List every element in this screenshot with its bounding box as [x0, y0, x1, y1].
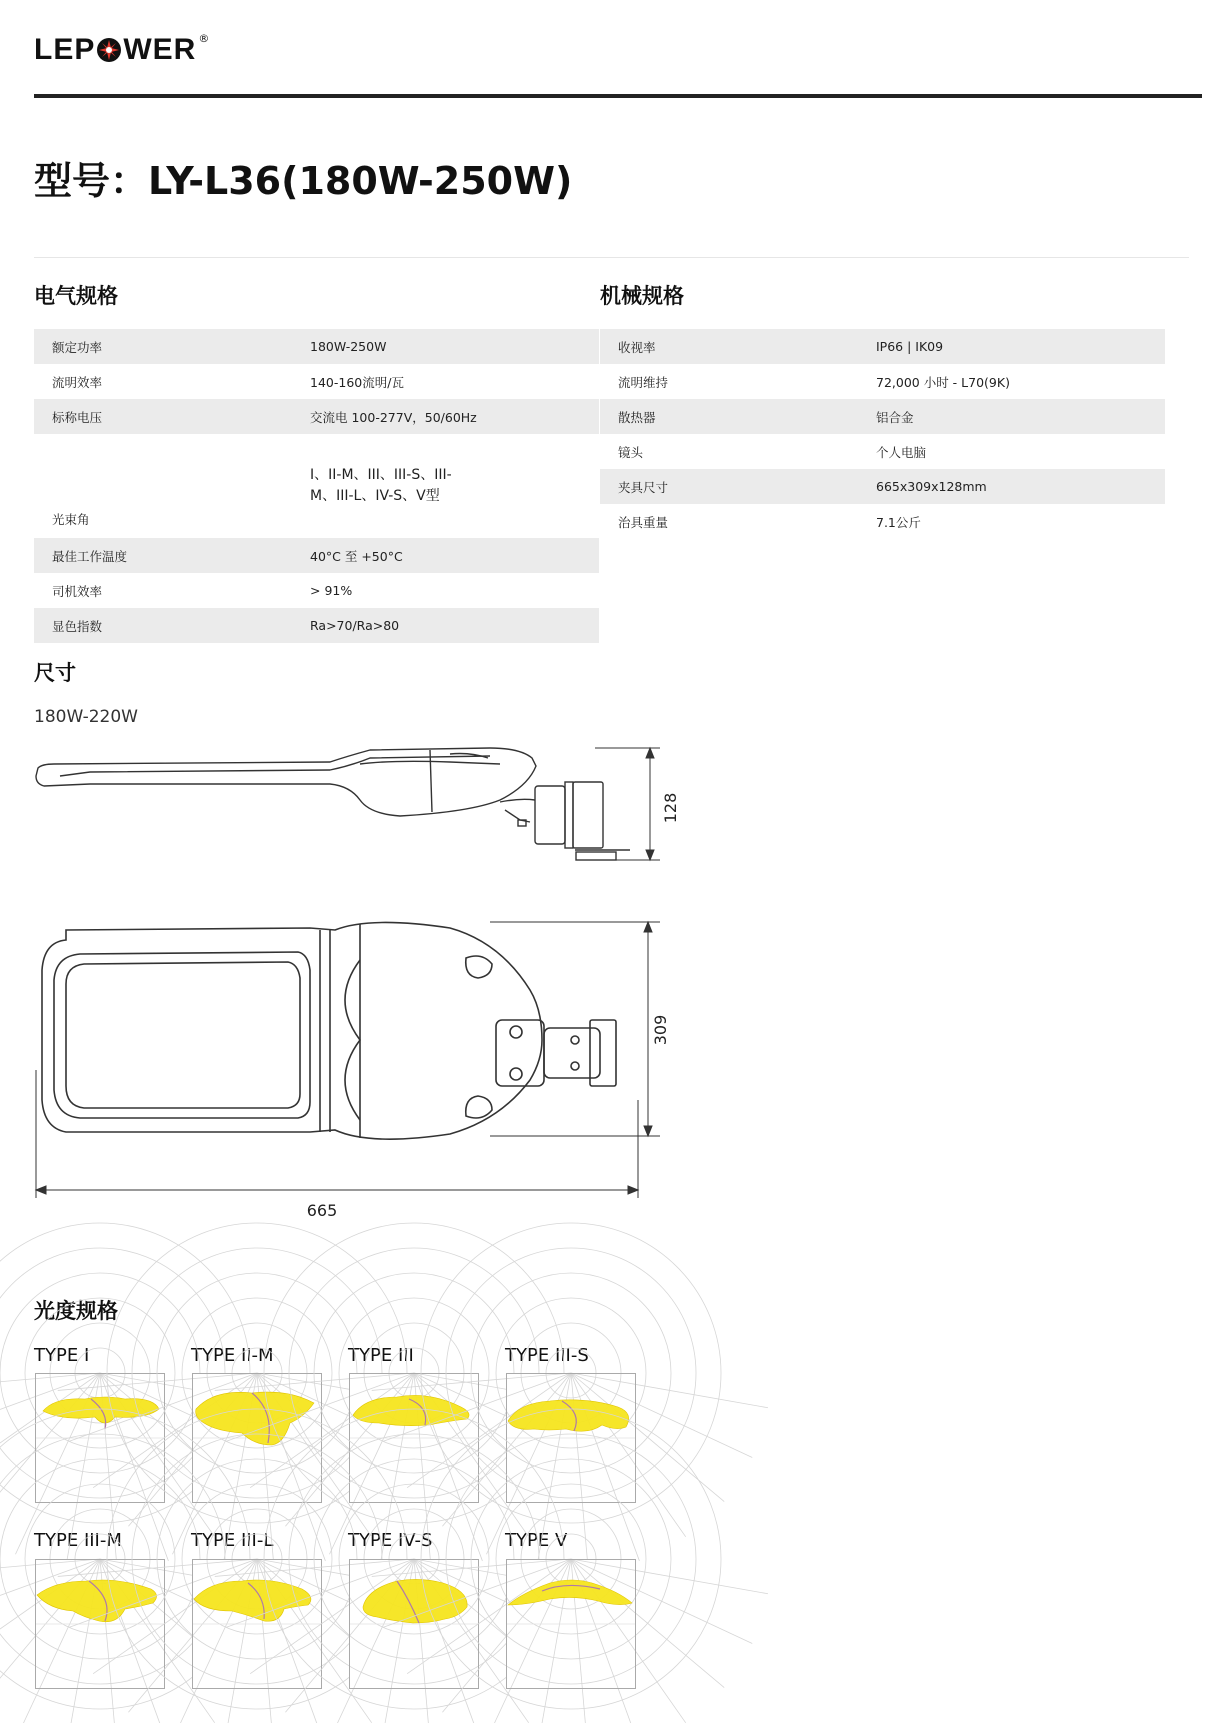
header-divider: [34, 94, 1202, 98]
table-row: [34, 608, 599, 643]
electrical-spec-table: [34, 329, 599, 643]
type-label: TYPE III-M: [34, 1530, 122, 1551]
logo-text-right: WER: [123, 33, 197, 66]
height-dimension-label: 128: [661, 792, 680, 824]
type-label: TYPE V: [505, 1530, 568, 1551]
spec-label: 夹具尺寸: [600, 469, 858, 504]
type-label: TYPE II-M: [191, 1345, 274, 1366]
table-row: [600, 469, 1165, 504]
side-view-drawing: [30, 740, 680, 870]
table-row: [600, 364, 1165, 399]
type-label: TYPE III: [348, 1345, 414, 1366]
table-row: [600, 434, 1165, 469]
polar-diagram-type-iii: [349, 1373, 479, 1507]
top-view-drawing: [30, 920, 670, 1220]
spec-value: 665x309x128mm: [858, 469, 1165, 504]
spec-value: 个人电脑: [876, 444, 927, 460]
spec-label: 标称电压: [34, 399, 292, 434]
logo-text-left: LEP: [34, 33, 96, 66]
polar-diagram-type-iii-s: [506, 1373, 636, 1507]
spec-label: 流明维持: [618, 374, 669, 390]
logo-registered-mark: ®: [198, 31, 210, 45]
spec-value: 7.1公斤: [876, 514, 921, 530]
table-row: [34, 329, 599, 364]
spec-value: Ra>70/Ra>80: [292, 608, 599, 643]
spec-label: 散热器: [600, 399, 858, 434]
spec-label: 流明效率: [52, 374, 103, 390]
mechanical-spec-table: [600, 329, 1165, 539]
spec-value: 140-160流明/瓦: [310, 374, 404, 390]
polar-diagram-type-iv-s: [349, 1559, 479, 1693]
table-row: [34, 364, 599, 399]
table-row: [34, 573, 599, 608]
spec-label: 镜头: [618, 444, 644, 460]
spec-value: > 91%: [310, 583, 353, 598]
page-title: 型号：LY-L36(180W-250W): [34, 159, 573, 203]
type-label: TYPE III-L: [191, 1530, 274, 1551]
length-dimension-label: 665: [306, 1201, 338, 1220]
table-row: [600, 504, 1165, 539]
spec-value-cell: [292, 434, 599, 538]
spec-value: 交流电 100-277V，50/60Hz: [292, 399, 599, 434]
dimensions-heading: 尺寸: [34, 661, 76, 685]
type-label: TYPE IV-S: [348, 1530, 433, 1551]
type-label: TYPE III-S: [505, 1345, 589, 1366]
spec-value: 72,000 小时 - L70(9K): [876, 374, 1010, 390]
table-row: [34, 399, 599, 434]
spec-label: 显色指数: [34, 608, 292, 643]
polar-diagram-type-iii-l: [192, 1559, 322, 1693]
polar-diagram-type-i: [35, 1373, 165, 1507]
type-label: TYPE I: [34, 1345, 90, 1366]
spec-value: IP66 | IK09: [858, 329, 1165, 364]
spec-label: 治具重量: [618, 514, 669, 530]
table-row: [600, 399, 1165, 434]
polar-diagram-type-iii-m: [35, 1559, 165, 1693]
spec-value: I、II-M、III、III-S、III-M、III-L、IV-S、V型: [310, 467, 452, 504]
table-row: [34, 434, 599, 538]
title-divider: [34, 257, 1189, 258]
logo-sun-icon: [96, 37, 122, 63]
spec-label: 光束角: [52, 512, 90, 527]
electrical-heading: 电气规格: [34, 284, 118, 308]
spec-value: 铝合金: [858, 399, 1165, 434]
width-dimension-label: 309: [651, 1014, 670, 1046]
brand-logo: [34, 30, 209, 70]
spec-value: 40°C 至 +50°C: [292, 538, 599, 573]
polar-diagram-type-ii-m: [192, 1373, 322, 1507]
polar-diagram-type-v: [506, 1559, 636, 1693]
mechanical-heading: 机械规格: [600, 284, 684, 308]
spec-label: 收视率: [600, 329, 858, 364]
spec-label: 额定功率: [34, 329, 292, 364]
photometric-heading: 光度规格: [34, 1299, 118, 1323]
table-row: [600, 329, 1165, 364]
spec-value: 180W-250W: [292, 329, 599, 364]
spec-label: 司机效率: [52, 583, 103, 599]
dimensions-subheading: 180W-220W: [34, 707, 138, 727]
table-row: [34, 538, 599, 573]
spec-label: 最佳工作温度: [34, 538, 292, 573]
